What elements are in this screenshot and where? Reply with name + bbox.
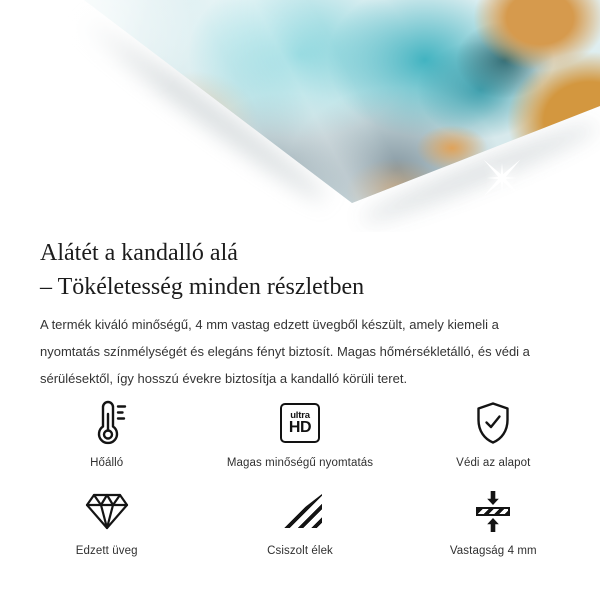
feature-label: Védi az alapot — [456, 457, 531, 469]
ultra-hd-text-top: ultra — [290, 410, 310, 421]
ultra-hd-icon — [280, 400, 320, 446]
feature-tempered-glass — [10, 488, 203, 558]
title-line-2: – Tökéletesség minden részletben — [40, 274, 365, 300]
feature-label: Csiszolt élek — [267, 545, 333, 557]
title-line-1: Alátét a kandalló alá — [40, 240, 238, 266]
product-description: A termék kiváló minőségű, 4 mm vastag edzett üvegből készült, amely kiemeli a nyomtatás színmélységét és elegáns fényt biztosít. Magas hőmérsékletálló, és védi a sérülésektől, így hosszú évekre biztosítja a kandalló körüli teret. — [40, 317, 530, 386]
feature-heat-resistant — [10, 400, 203, 470]
feature-label: Magas minőségű nyomtatás — [226, 457, 374, 469]
feature-protects-base — [397, 400, 590, 470]
feature-label: Hőálló — [90, 457, 124, 469]
diamond-icon — [84, 488, 130, 534]
feature-thickness — [397, 488, 590, 558]
feature-label: Edzett üveg — [75, 545, 138, 557]
polished-edges-icon — [278, 488, 322, 534]
shield-check-icon — [473, 400, 513, 446]
thickness-press-icon — [476, 488, 510, 534]
product-photo — [0, 0, 600, 232]
sparkle-glint-icon — [474, 150, 530, 206]
feature-ultra-hd-print — [203, 400, 396, 470]
thermometer-icon — [87, 400, 127, 446]
page-title — [40, 236, 364, 304]
feature-label: Vastagság 4 mm — [449, 545, 537, 557]
ultra-hd-text-bottom: HD — [288, 419, 312, 436]
feature-grid — [10, 400, 590, 558]
feature-polished-edges — [203, 488, 396, 558]
